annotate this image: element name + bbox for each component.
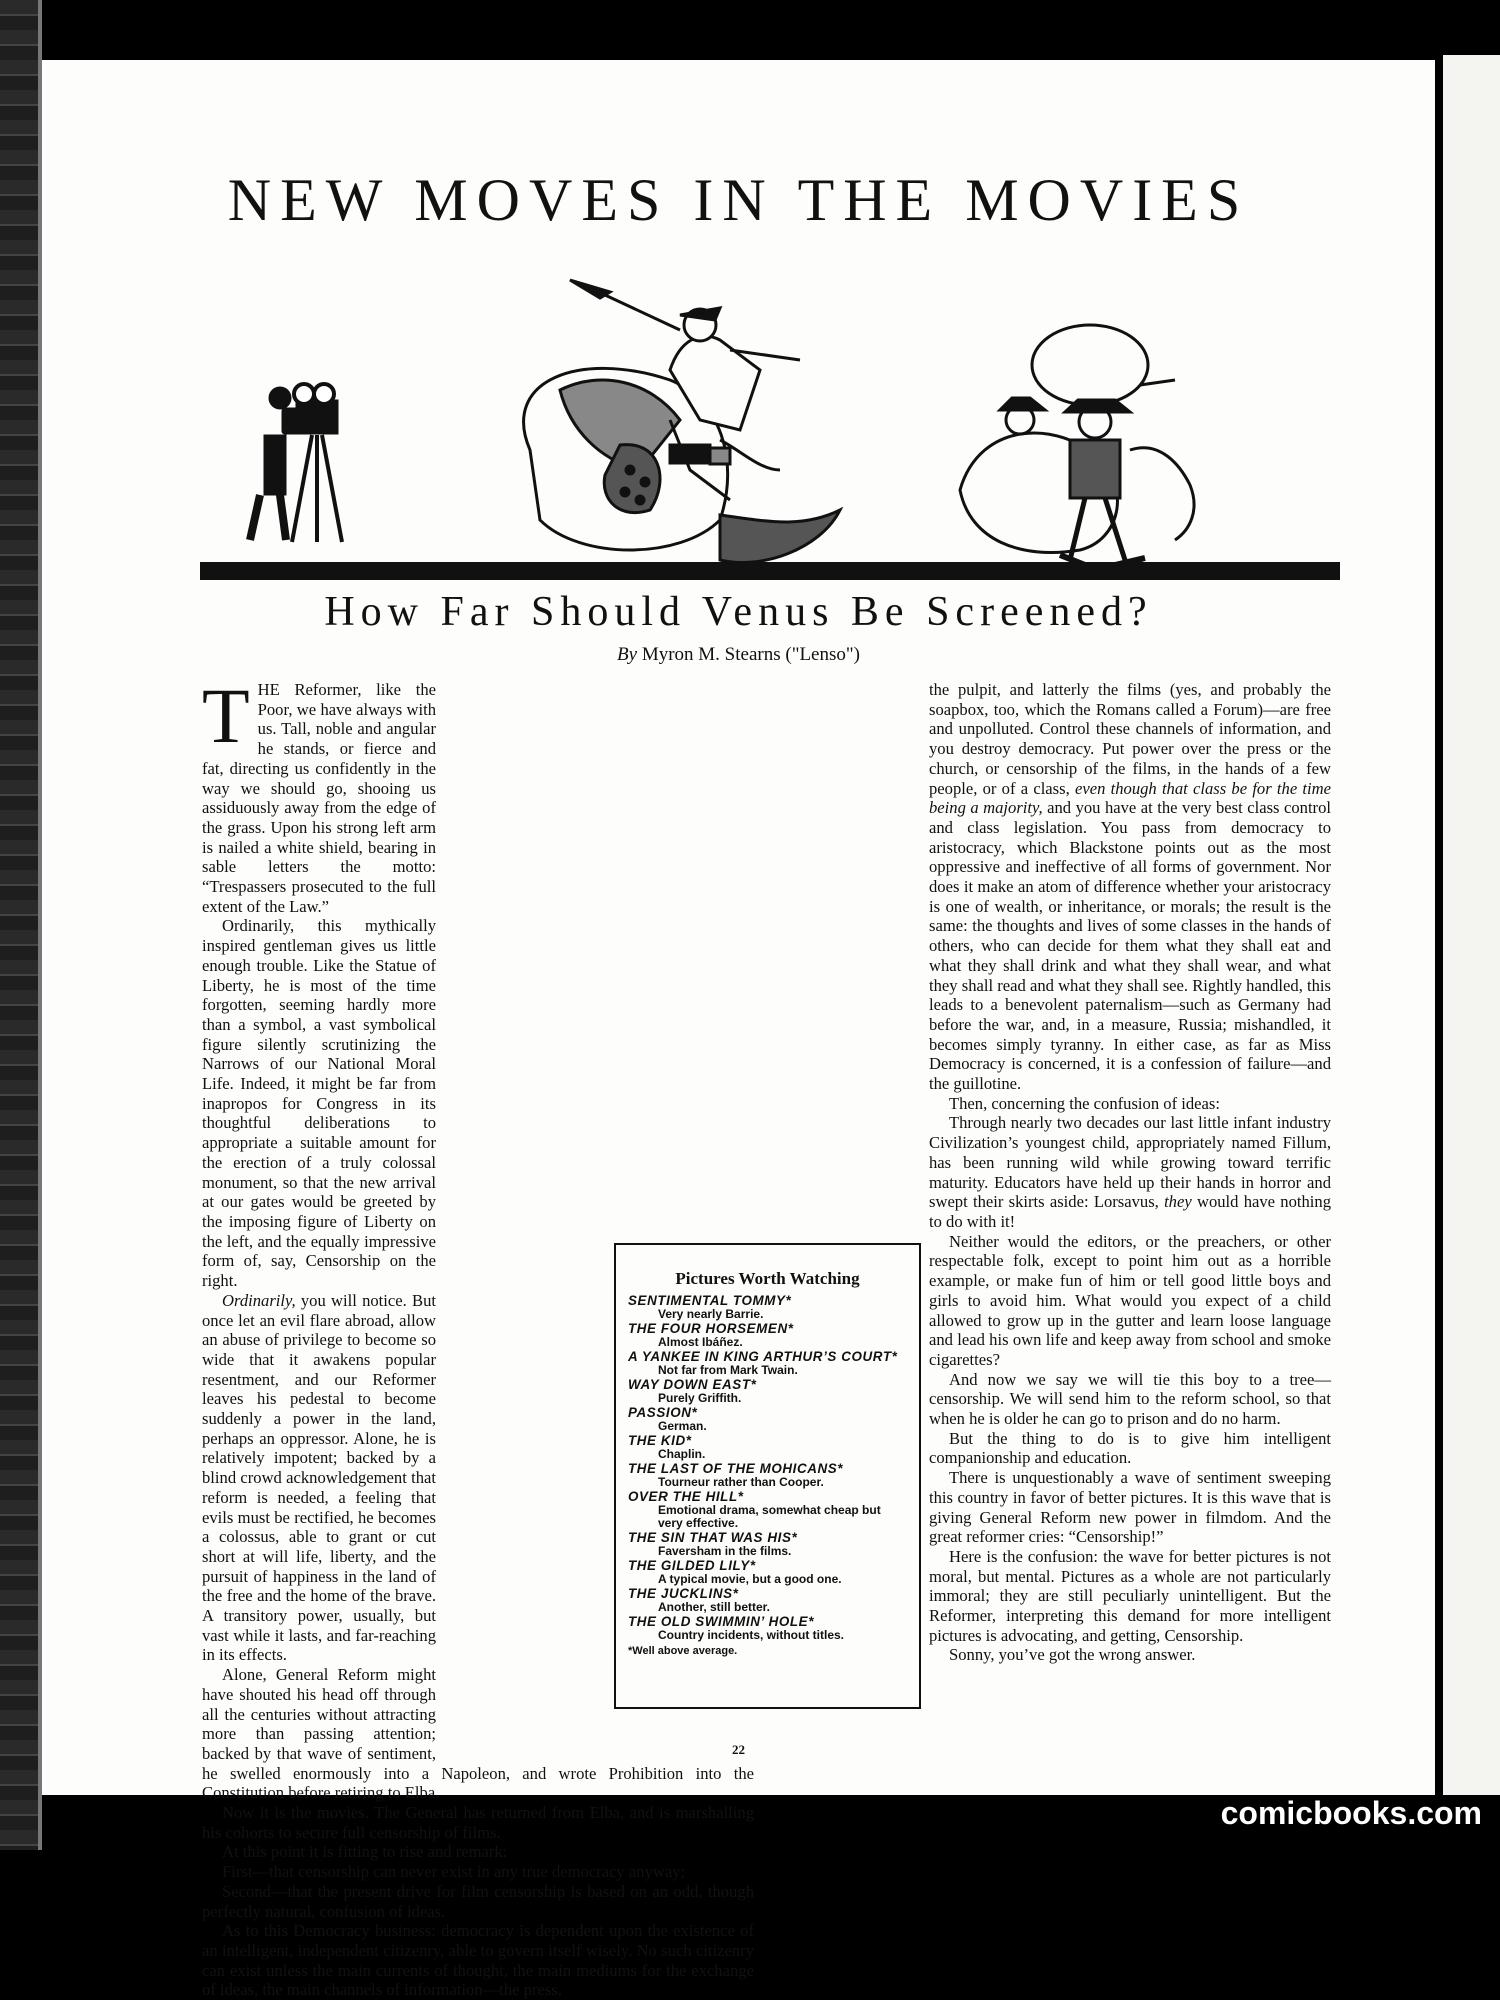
picture-note: Faversham in the films. (658, 1544, 792, 1558)
picture-note: German. (658, 1419, 707, 1433)
picture-title: THE KID* (628, 1433, 692, 1448)
paragraph-emphasis: Ordinarily, (222, 1290, 296, 1310)
drop-cap: T (202, 672, 250, 759)
paragraph: Alone, General Reform might have shouted his head off through all the centuries without attracting more than passing attention; backed by that wave of sentiment, he swelled enormously into a Napoleon, and wrote Prohibition into the Constitution before retiring to Elba. (202, 1665, 754, 1803)
paragraph (202, 672, 754, 916)
paragraph: Neither would the editors, or the preachers, or other respectable folk, except to point him out as a horrible example, or make fun of him or tell good little boys and girls to avoid him. What would you expect of a child allowed to grow up in the gutter and learn loose language and lead his own life and keep away from school and smoke cigarettes? (929, 1231, 1331, 1369)
picture-note: Tourneur rather than Cooper. (658, 1475, 824, 1489)
list-item (616, 1321, 919, 1349)
list-item (616, 1489, 919, 1530)
paragraph-emphasis: even though that class be for the time being a majority, (929, 778, 1331, 818)
picture-note: Very nearly Barrie. (658, 1307, 764, 1321)
list-item (616, 1461, 919, 1489)
picture-note: Another, still better. (658, 1600, 771, 1614)
picture-title: THE FOUR HORSEMEN* (628, 1321, 794, 1336)
paragraph-text: you will notice. But once let an evil flare abroad, allow an abuse of privilege to become so wide that it awakens popular resentment, and our Reformer leaves his pedestal to become suddenly a power in the land, perhaps an oppressor. Alone, he is relatively impotent; backed by a blind crowd acknowledgement that reform is needed, a feeling that evils must be rectified, he becomes a colossus, able to grant or cut short at will life, liberty, and the pursuit of happiness in the land of the free and the home of the brave. A transitory power, usually, but vast while it lasts, and far-reaching in its effects. (202, 1290, 436, 1665)
paragraph-text: Through nearly two decades our last little infant industry Civilization’s youngest child, appropriately named Fillum, has been running wild while growing toward terrific maturity. Educators have held up their hands in horror and swept their skirts aside: Lorsavus, (929, 1113, 1331, 1212)
list-item (616, 1433, 919, 1461)
horse-riders-figure (524, 280, 840, 563)
picture-note: Almost Ibáñez. (658, 1335, 743, 1349)
paragraph: And now we say we will tie this boy to a tree—censorship. We will send him to the reform school, so that when he is older he can go to prison and do no harm. (929, 1369, 1331, 1429)
paragraph: Then, concerning the confusion of ideas: (949, 1093, 1220, 1113)
facing-page-edge (1443, 55, 1500, 1795)
list-item (616, 1530, 919, 1558)
list-item (616, 1377, 919, 1405)
list-item (616, 1558, 919, 1586)
paragraph: Now it is the movies. The General has returned from Elba, and is marshalling his cohorts to secure full censorship of films. (202, 1803, 754, 1842)
picture-list (616, 1293, 919, 1642)
picture-note: Emotional drama, somewhat cheap but very effective. (658, 1503, 881, 1530)
scan-edge-strip (0, 0, 40, 1850)
picture-title: THE GILDED LILY* (628, 1558, 756, 1573)
article-subtitle: How Far Should Venus Be Screened? (324, 589, 1153, 635)
paragraph: Sonny, you’ve got the wrong answer. (949, 1645, 1196, 1665)
picture-note: Country incidents, without titles. (658, 1628, 844, 1642)
picture-note: Chaplin. (658, 1447, 706, 1461)
cowboys-lasso-figure (960, 325, 1194, 565)
list-item (616, 1349, 919, 1377)
picture-title: SENTIMENTAL TOMMY* (628, 1293, 792, 1308)
watermark: comicbooks.com (1220, 1795, 1482, 1831)
picture-title: THE SIN THAT WAS HIS* (628, 1530, 798, 1545)
picture-note: Purely Griffith. (658, 1391, 742, 1405)
list-item (616, 1293, 919, 1321)
paragraph: First—that censorship can never exist in any true democracy anyway; (222, 1862, 686, 1882)
paragraph-emphasis: they (1164, 1192, 1192, 1212)
byline-by: By (617, 644, 638, 665)
page-title: NEW MOVES IN THE MOVIES (227, 167, 1250, 233)
header-illustration (200, 270, 1340, 580)
picture-title: THE OLD SWIMMIN’ HOLE* (628, 1614, 815, 1629)
paragraph-text: HE Reformer, like the Poor, we have always with us. Tall, noble and angular he stands, or fierce and fat, directing us confidently in the way we should go, shooing us assiduously away from the edge of the grass. Upon his strong left arm is nailed a white shield, bearing in sable letters the motto: “Trespassers prosecuted to the full extent of the Law.” (202, 680, 436, 916)
cameraman-figure (250, 384, 342, 542)
picture-title: THE LAST OF THE MOHICANS* (628, 1461, 844, 1476)
paragraph (775, 680, 1331, 1094)
paragraph: As to this Democracy business: democracy is dependent upon the existence of an intelligent, independent citizenry, able to govern itself wisely. No such citizenry can exist unless the main currents of thought, the main mediums for the exchange of ideas, the main channels of information—the press, (202, 1921, 754, 2000)
box-heading: Pictures Worth Watching (675, 1269, 860, 1288)
pictures-worth-watching-box (614, 1243, 921, 1709)
list-item (616, 1614, 919, 1642)
paragraph: There is unquestionably a wave of sentiment sweeping this country in favor of better pictures. It is this wave that is giving General Reform new power in filmdom. And the great reformer cries: “Censorship!” (929, 1468, 1331, 1547)
paragraph: But the thing to do is to give him intelligent companionship and education. (929, 1428, 1331, 1468)
paragraph-text: would have nothing to do with it! (929, 1192, 1331, 1231)
paragraph-text: the pulpit, and latterly the films (yes, and probably the soapbox, too, which the Romans called a Forum)—are free and unpolluted. Control these channels of information, and you destroy democracy. Put power over the press or the church, or censorship of the films, in the hands of a few people, or of a class, (929, 680, 1331, 798)
paragraph: Here is the confusion: the wave for better pictures is not moral, but mental. Pictures as a whole are not particularly immoral; they are still peculiarly unintelligent. But the Reformer, interpreting this demand for more intelligent pictures is advocating, and getting, Censorship. (929, 1546, 1331, 1645)
paragraph: Second—that the present drive for film censorship is based on an odd, though perfectly natural, confusion of ideas. (202, 1881, 754, 1921)
article-byline (42, 644, 1435, 666)
picture-title: A YANKEE IN KING ARTHUR’S COURT* (628, 1349, 898, 1364)
byline-author: Myron M. Stearns ("Lenso") (641, 644, 860, 665)
picture-title: WAY DOWN EAST* (628, 1377, 757, 1392)
picture-title: PASSION* (628, 1405, 698, 1420)
picture-note: Not far from Mark Twain. (658, 1363, 798, 1377)
paragraph: At this point it is fitting to rise and remark: (222, 1842, 508, 1862)
paragraph-text: and you have at the very best class control and class legislation. You pass from democracy to aristocracy, which Blackstone points out as the most oppressive and ineffective of all forms of government. Nor does it make an atom of difference whether your aristocracy is one of wealth, or inheritance, or morals; the result is the same: the thoughts and lives of some classes in the hands of others, who can decide for them what they shall eat and what they shall drink and what they shall wear, and what they shall read and what they shall see. Rightly handled, this leads to a benevolent paternalism—such as Germany had before the war, and, in a measure, Russia; mishandled, it becomes simply tyranny. In either case, as far as Miss Democracy is concerned, it is a confession of failure—and the guillotine. (929, 798, 1331, 1094)
list-item (616, 1405, 919, 1433)
ground-bar (200, 562, 1340, 580)
picture-title: OVER THE HILL* (628, 1489, 744, 1504)
list-item (616, 1586, 919, 1614)
picture-note: A typical movie, but a good one. (658, 1572, 842, 1586)
paragraph: Ordinarily, this mythically inspired gentleman gives us little enough trouble. Like the Statue of Liberty, he is most of the time forgotten, seeming hardly more than a symbol, a vast symbolical figure silently scrutinizing the Narrows of our National Moral Life. Indeed, it might be far from inapropos for Congress in its thoughtful deliberations to appropriate a suitable amount for the erection of a truly colossal monument, so that the new arrival at our gates would be greeted by the imposing figure of Liberty on the left, and the equally impressive form of, say, Censorship on the right. (202, 916, 436, 1291)
box-footnote: *Well above average. (628, 1645, 738, 1657)
page-number: 22 (732, 1742, 745, 1757)
picture-title: THE JUCKLINS* (628, 1586, 739, 1601)
